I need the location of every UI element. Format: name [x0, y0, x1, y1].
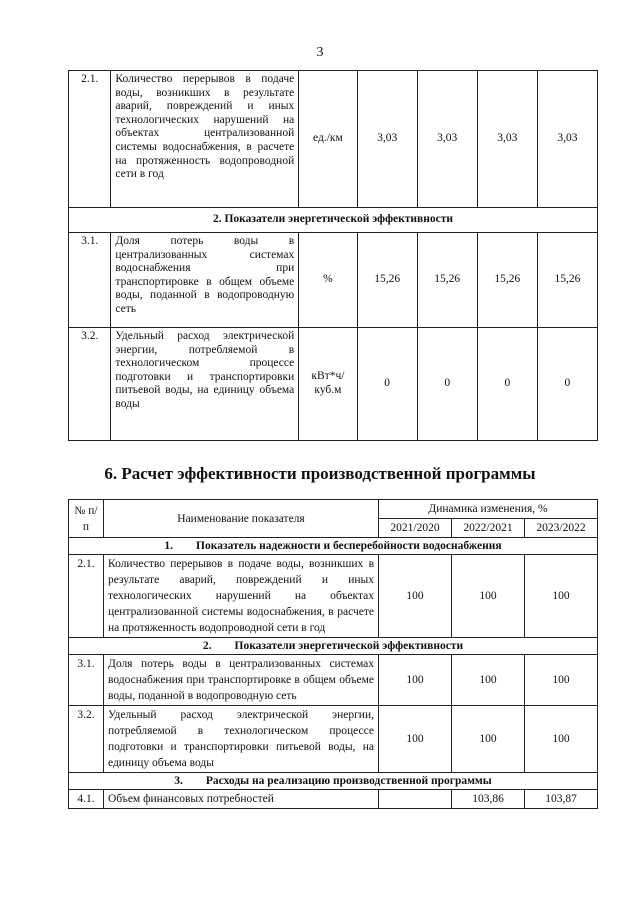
section-row — [69, 638, 598, 655]
period-header: 2023/2022 — [525, 519, 598, 538]
value-cell: 15,26 — [477, 233, 537, 328]
value-cell: 100 — [525, 706, 598, 773]
table-row — [69, 790, 598, 809]
section-row — [69, 773, 598, 790]
section-title-text: Показатели энергетической эффективности — [234, 640, 464, 652]
unit-cell: ед./км — [299, 71, 357, 208]
table-row — [69, 655, 598, 706]
section-number: 1. — [164, 540, 174, 552]
row-number: 3.1. — [69, 233, 111, 328]
value-cell: 3,03 — [477, 71, 537, 208]
indicator-description: Удельный расход электрической энергии, потребляемой в технологическом процессе подготовки и транспортировки питьевой воды, на единицу объема воды — [111, 328, 299, 441]
value-cell — [379, 790, 452, 809]
value-cell: 103,87 — [525, 790, 598, 809]
number-header: № п/п — [69, 500, 104, 538]
value-cell: 100 — [379, 555, 452, 638]
value-cell: 100 — [452, 555, 525, 638]
row-number: 3.2. — [69, 706, 104, 773]
value-cell: 100 — [525, 655, 598, 706]
indicator-name: Объем финансовых потребностей — [104, 790, 379, 809]
row-number: 2.1. — [69, 555, 104, 638]
indicator-name: Удельный расход электрической энергии, потребляемой в технологическом процессе подготовки и транспортировки питьевой воды, на единицу объема воды — [104, 706, 379, 773]
row-number: 2.1. — [69, 71, 111, 208]
section-title-text: Расходы на реализацию производственной программы — [205, 775, 492, 787]
header-row — [69, 500, 598, 519]
efficiency-table — [68, 499, 598, 809]
row-number: 3.1. — [69, 655, 104, 706]
name-header: Наименование показателя — [104, 500, 379, 538]
row-number: 4.1. — [69, 790, 104, 809]
indicators-table-continued — [68, 70, 598, 441]
indicator-name: Количество перерывов в подаче воды, возникших в результате аварий, повреждений и иных технологических нарушений на объектах централизованной системы водоснабжения, в расчете на протяженность водопроводной сети в год — [104, 555, 379, 638]
section-heading — [69, 638, 598, 655]
value-cell: 103,86 — [452, 790, 525, 809]
section-title: 6. Расчет эффективности производственной программы — [104, 464, 536, 483]
section-title-text: Показатель надежности и бесперебойности водоснабжения — [196, 540, 502, 552]
table-row — [69, 706, 598, 773]
indicator-name: Доля потерь воды в централизованных системах водоснабжения при транспортировке в общем объеме воды, поданной в водопроводную сеть — [104, 655, 379, 706]
value-cell: 0 — [537, 328, 597, 441]
section-heading — [69, 538, 598, 555]
value-cell: 3,03 — [417, 71, 477, 208]
period-header: 2022/2021 — [452, 519, 525, 538]
section-row — [69, 538, 598, 555]
value-cell: 15,26 — [417, 233, 477, 328]
value-cell: 15,26 — [537, 233, 597, 328]
value-cell: 0 — [417, 328, 477, 441]
value-cell: 0 — [357, 328, 417, 441]
table-row — [69, 328, 598, 441]
section-number: 2. — [202, 640, 212, 652]
table-row — [69, 555, 598, 638]
section-heading — [69, 773, 598, 790]
section-number: 3. — [174, 775, 183, 787]
page-number: 3 — [316, 45, 324, 60]
indicator-description: Количество перерывов в подаче воды, возникших в результате аварий, повреждений и иных технологических нарушений на объектах централизованной системы водоснабжения, в расчете на протяженность водопроводной сети в год — [111, 71, 299, 208]
indicator-description: Доля потерь воды в централизованных системах водоснабжения при транспортировке в общем объеме воды, поданной в водопроводную сеть — [111, 233, 299, 328]
value-cell: 100 — [379, 706, 452, 773]
value-cell: 0 — [477, 328, 537, 441]
section-heading: 2. Показатели энергетической эффективности — [69, 208, 598, 233]
value-cell: 100 — [452, 706, 525, 773]
value-cell: 3,03 — [357, 71, 417, 208]
table-row — [69, 71, 598, 208]
table-row — [69, 233, 598, 328]
value-cell: 3,03 — [537, 71, 597, 208]
unit-cell: % — [299, 233, 357, 328]
section-row — [69, 208, 598, 233]
value-cell: 100 — [452, 655, 525, 706]
value-cell: 100 — [379, 655, 452, 706]
unit-cell: кВт*ч/ куб.м — [299, 328, 357, 441]
value-cell: 100 — [525, 555, 598, 638]
dynamics-header: Динамика изменения, % — [379, 500, 598, 519]
value-cell: 15,26 — [357, 233, 417, 328]
period-header: 2021/2020 — [379, 519, 452, 538]
row-number: 3.2. — [69, 328, 111, 441]
